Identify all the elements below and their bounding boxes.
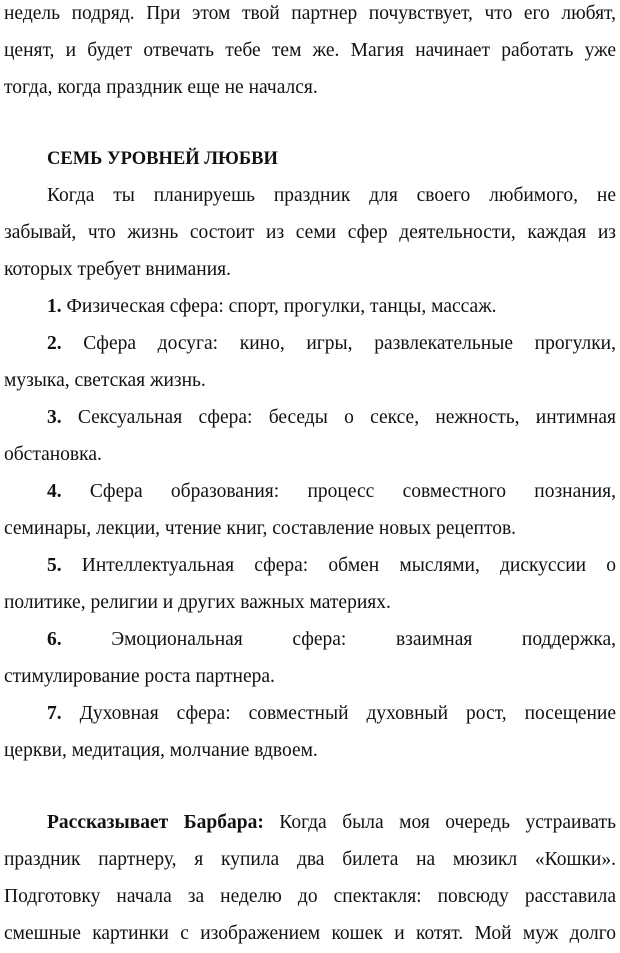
story-line-3: Подготовку начала за неделю до спектакля: повсюду расставила bbox=[4, 886, 616, 907]
level-item-3-cont: обстановка. bbox=[4, 444, 102, 465]
intro-line-2: ценят, и будет отвечать тебе тем же. Магия начинает работать уже bbox=[4, 40, 616, 61]
level-text: Интеллектуальная сфера: обмен мыслями, дискуссии о bbox=[61, 555, 616, 576]
section-para-line-2: забывай, что жизнь состоит из семи сфер деятельности, каждая из bbox=[4, 222, 616, 243]
level-item-7 bbox=[47, 696, 616, 733]
level-item-2 bbox=[47, 326, 616, 363]
level-item-4-cont: семинары, лекции, чтение книг, составление новых рецептов. bbox=[4, 518, 517, 539]
level-text: Сфера образования: процесс совместного познания, bbox=[61, 481, 616, 502]
level-text: Сфера досуга: кино, игры, развлекательные прогулки, bbox=[61, 333, 616, 354]
story-line-1 bbox=[47, 805, 616, 842]
level-item-1 bbox=[47, 289, 616, 326]
level-number: 3. bbox=[47, 407, 62, 428]
level-number: 4. bbox=[47, 481, 62, 502]
intro-line-3: тогда, когда праздник еще не начался. bbox=[4, 77, 318, 98]
level-item-4 bbox=[47, 474, 616, 511]
level-text: Духовная сфера: совместный духовный рост, посещение bbox=[61, 703, 616, 724]
story-lead: Рассказывает Барбара: bbox=[47, 812, 264, 833]
section-para-line-1: Когда ты планируешь праздник для своего любимого, не bbox=[47, 185, 616, 206]
level-item-6 bbox=[47, 622, 616, 659]
level-number: 5. bbox=[47, 555, 62, 576]
level-item-7-cont: церкви, медитация, молчание вдвоем. bbox=[4, 740, 318, 761]
intro-line-1: недель подряд. При этом твой партнер почувствует, что его любят, bbox=[4, 3, 616, 24]
level-text: Физическая сфера: спорт, прогулки, танцы, массаж. bbox=[61, 296, 497, 317]
story-text: Когда была моя очередь устраивать bbox=[263, 812, 616, 833]
level-number: 7. bbox=[47, 703, 62, 724]
level-number: 6. bbox=[47, 629, 62, 650]
level-text: Сексуальная сфера: беседы о сексе, нежность, интимная bbox=[61, 407, 616, 428]
story-line-2: праздник партнеру, я купила два билета на мюзикл «Кошки». bbox=[4, 849, 616, 870]
level-text: Эмоциональная сфера: взаимная поддержка, bbox=[61, 629, 616, 650]
level-number: 2. bbox=[47, 333, 62, 354]
level-item-2-cont: музыка, светская жизнь. bbox=[4, 370, 206, 391]
section-heading: СЕМЬ УРОВНЕЙ ЛЮБВИ bbox=[47, 149, 278, 169]
level-item-3 bbox=[47, 400, 616, 437]
level-item-5-cont: политике, религии и других важных материях. bbox=[4, 592, 391, 613]
level-item-6-cont: стимулирование роста партнера. bbox=[4, 666, 275, 687]
level-item-5 bbox=[47, 548, 616, 585]
story-line-4: смешные картинки с изображением кошек и котят. Мой муж долго bbox=[4, 923, 616, 944]
section-para-line-3: которых требует внимания. bbox=[4, 259, 232, 280]
level-number: 1. bbox=[47, 296, 62, 317]
